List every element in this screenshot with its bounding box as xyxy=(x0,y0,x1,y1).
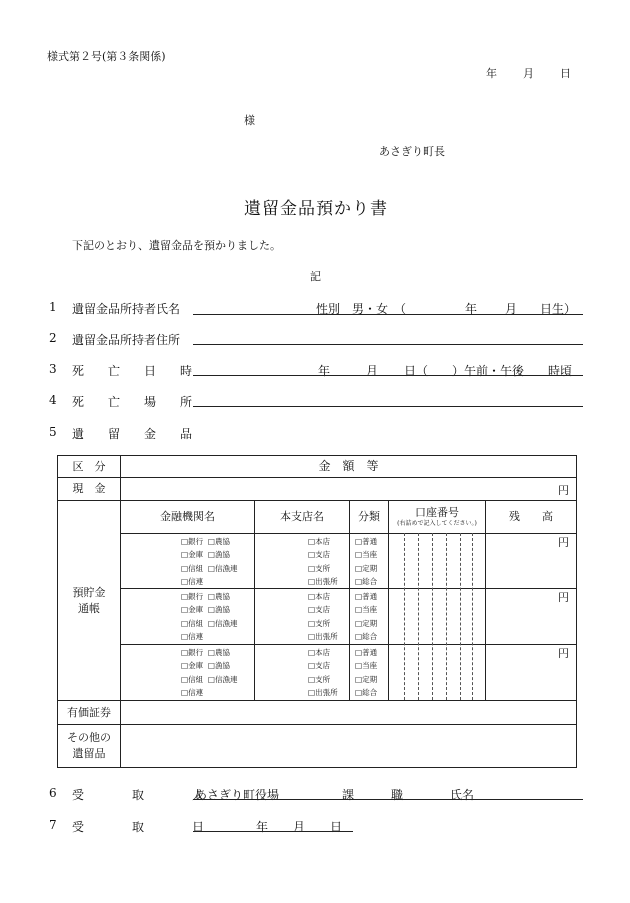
branch-opt-shiten[interactable]: □支店 xyxy=(308,661,331,671)
header-kingaku: 金 額 等 xyxy=(318,458,379,473)
item6-number: 6 xyxy=(49,786,57,800)
item7-label: 受 取 日 xyxy=(72,820,205,834)
digit-separator xyxy=(446,533,447,700)
branch-opt-honten[interactable]: □本店 xyxy=(308,537,331,546)
item2-label: 遺留金品所持者住所 xyxy=(72,333,181,347)
date-month: 月 xyxy=(523,67,534,80)
bank-options xyxy=(181,590,237,644)
others-label-line1: その他の xyxy=(67,731,111,745)
table-rule xyxy=(120,533,576,534)
table-rule xyxy=(58,700,576,701)
col-account xyxy=(389,501,485,533)
item6-value: あさぎり町役場 xyxy=(195,788,280,802)
bank-opt-gyokyo[interactable]: □漁協 xyxy=(207,550,230,560)
col-branch: 本支店名 xyxy=(280,510,324,524)
item1-year: 年 xyxy=(465,302,478,316)
type-options xyxy=(355,590,377,644)
item2-number: 2 xyxy=(49,331,57,345)
bank-opt-ginko[interactable]: □銀行 xyxy=(181,592,204,601)
bank-opt-gyokyo[interactable]: □漁協 xyxy=(207,605,230,615)
form-number: 様式第２号(第３条関係) xyxy=(47,50,166,63)
col-bank: 金融機関名 xyxy=(160,510,215,524)
addressee-suffix: 様 xyxy=(244,114,255,127)
bank-opt-shinren[interactable]: □信連 xyxy=(181,577,204,587)
digit-separator xyxy=(404,533,405,700)
row-cash-label: 現 金 xyxy=(72,482,106,496)
item3-number: 3 xyxy=(49,362,57,376)
item6-shoku: 職 xyxy=(391,788,404,802)
bank-opt-ginko[interactable]: □銀行 xyxy=(181,537,204,546)
bank-opt-gyokyo[interactable]: □漁協 xyxy=(207,661,230,671)
item7-year: 年 xyxy=(256,820,269,834)
table-rule xyxy=(58,477,576,478)
branch-opt-shuchojo[interactable]: □出張所 xyxy=(308,688,338,698)
digit-separator xyxy=(460,533,461,700)
item1-month: 月 xyxy=(505,302,518,316)
type-opt-futsu[interactable]: □普通 xyxy=(355,648,378,657)
col-account-note: (右詰めで記入してください。) xyxy=(397,520,477,528)
date-year: 年 xyxy=(486,67,497,80)
item6-ka: 課 xyxy=(342,788,355,802)
item3-field-line[interactable] xyxy=(193,375,583,376)
bank-options xyxy=(181,535,237,589)
item4-field-line[interactable] xyxy=(193,406,583,407)
item7-number: 7 xyxy=(49,818,57,832)
item4-number: 4 xyxy=(49,393,57,407)
item3-day: 日（ ） xyxy=(404,364,465,378)
row-savings-label xyxy=(58,501,120,700)
digit-separator xyxy=(472,533,473,700)
type-opt-sogo[interactable]: □総合 xyxy=(355,577,378,587)
bank-opt-shinkumi[interactable]: □信組 xyxy=(181,674,204,684)
issuer: あさぎり町長 xyxy=(379,145,445,158)
col-account-title: 口座番号 xyxy=(415,505,459,519)
item3-year: 年 xyxy=(318,364,331,378)
bank-opt-shinkumi[interactable]: □信組 xyxy=(181,563,204,573)
branch-opt-shuchojo[interactable]: □出張所 xyxy=(308,577,338,587)
type-opt-futsu[interactable]: □普通 xyxy=(355,537,378,546)
item1-born: 日生） xyxy=(540,302,577,316)
type-options xyxy=(355,646,377,700)
bank-opt-shinren[interactable]: □信連 xyxy=(181,632,204,642)
item6-shimei: 氏名 xyxy=(450,788,475,802)
table-rule xyxy=(58,724,576,725)
bank-opt-shingyoren[interactable]: □信漁連 xyxy=(207,618,238,628)
type-opt-teiki[interactable]: □定期 xyxy=(355,563,378,573)
type-opt-toza[interactable]: □当座 xyxy=(355,550,378,560)
header-kubun: 区 分 xyxy=(72,459,106,473)
type-opt-sogo[interactable]: □総合 xyxy=(355,632,378,642)
type-opt-toza[interactable]: □当座 xyxy=(355,661,378,671)
digit-separator xyxy=(418,533,419,700)
item7-month: 月 xyxy=(293,820,306,834)
type-options xyxy=(355,535,377,589)
savings-label-line2: 通帳 xyxy=(78,601,100,615)
item5-number: 5 xyxy=(49,425,57,439)
bank-options xyxy=(181,646,237,700)
digit-separator xyxy=(432,533,433,700)
item6-label: 受 取 人 xyxy=(72,788,205,802)
document-title: 遺留金品預かり書 xyxy=(244,199,388,219)
item5-label: 遺 留 金 品 xyxy=(72,427,193,441)
branch-opt-shisho[interactable]: □支所 xyxy=(308,618,331,628)
item3-label: 死 亡 日 時 xyxy=(72,364,193,378)
bank-opt-nokyo[interactable]: □農協 xyxy=(207,592,230,601)
intro-text: 下記のとおり、遺留金品を預かりました。 xyxy=(72,239,281,252)
bank-opt-kinko[interactable]: □金庫 xyxy=(181,550,204,560)
type-opt-sogo[interactable]: □総合 xyxy=(355,688,378,698)
item3-month: 月 xyxy=(366,364,379,378)
date-day: 日 xyxy=(560,67,571,80)
item7-field-line[interactable] xyxy=(193,831,353,832)
ki-mark: 記 xyxy=(310,270,321,283)
item7-day: 日 xyxy=(330,820,343,834)
branch-options xyxy=(308,535,338,589)
bank-opt-shingyoren[interactable]: □信漁連 xyxy=(207,563,238,573)
branch-opt-shisho[interactable]: □支所 xyxy=(308,674,331,684)
branch-options xyxy=(308,646,338,700)
item1-number: 1 xyxy=(49,300,57,314)
bank-opt-shinkumi[interactable]: □信組 xyxy=(181,618,204,628)
item4-label: 死 亡 場 所 xyxy=(72,395,193,409)
col-type: 分類 xyxy=(358,510,380,524)
type-opt-futsu[interactable]: □普通 xyxy=(355,592,378,601)
item2-field-line[interactable] xyxy=(193,344,583,345)
balance-yen-unit: 円 xyxy=(558,536,569,549)
bank-opt-nokyo[interactable]: □農協 xyxy=(207,537,230,546)
bank-opt-kinko[interactable]: □金庫 xyxy=(181,605,204,615)
item1-sex: 性別 男・女 （ xyxy=(316,302,407,316)
type-opt-teiki[interactable]: □定期 xyxy=(355,674,378,684)
bank-opt-kinko[interactable]: □金庫 xyxy=(181,661,204,671)
item3-time: 時頃 xyxy=(548,364,573,378)
others-label-line2: 遺留品 xyxy=(72,747,106,760)
bank-opt-shingyoren[interactable]: □信漁連 xyxy=(207,674,238,684)
cash-yen-unit: 円 xyxy=(558,484,569,497)
item1-field-line[interactable] xyxy=(193,314,583,315)
savings-label-line1: 預貯金 xyxy=(72,585,106,599)
belongings-table xyxy=(57,455,577,768)
bank-opt-shinren[interactable]: □信連 xyxy=(181,688,204,698)
branch-opt-shisho[interactable]: □支所 xyxy=(308,563,331,573)
item1-label: 遺留金品所持者氏名 xyxy=(72,302,181,316)
branch-options xyxy=(308,590,338,644)
branch-opt-shiten[interactable]: □支店 xyxy=(308,605,331,615)
col-balance: 残 高 xyxy=(509,510,553,524)
table-rule xyxy=(120,644,576,645)
balance-yen-unit: 円 xyxy=(558,647,569,660)
row-securities-label: 有価証券 xyxy=(67,705,111,719)
type-opt-teiki[interactable]: □定期 xyxy=(355,618,378,628)
branch-opt-honten[interactable]: □本店 xyxy=(308,592,331,601)
row-others-label xyxy=(58,725,120,767)
item6-field-line[interactable] xyxy=(193,799,583,800)
balance-yen-unit: 円 xyxy=(558,591,569,604)
branch-opt-shuchojo[interactable]: □出張所 xyxy=(308,632,338,642)
branch-opt-shiten[interactable]: □支店 xyxy=(308,550,331,560)
bank-opt-ginko[interactable]: □銀行 xyxy=(181,648,204,657)
item3-ampm: 午前・午後 xyxy=(464,364,525,378)
branch-opt-honten[interactable]: □本店 xyxy=(308,648,331,657)
bank-opt-nokyo[interactable]: □農協 xyxy=(207,648,230,657)
type-opt-toza[interactable]: □当座 xyxy=(355,605,378,615)
